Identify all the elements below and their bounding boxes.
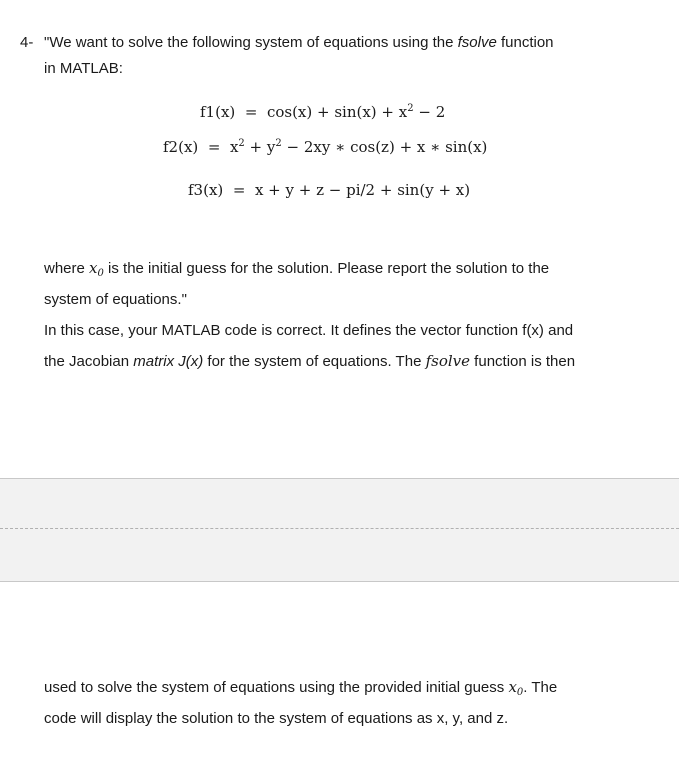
used-text-b: . The <box>523 679 558 696</box>
f1-exponent: 2 <box>407 103 414 114</box>
f2-rhs-a: x <box>229 138 239 156</box>
f2-rhs-b: + y <box>244 138 276 156</box>
f1-equals: = <box>244 103 258 121</box>
f1-rhs-b: − 2 <box>413 103 446 121</box>
page-break-dashed-line <box>0 528 679 529</box>
page-break-band <box>0 478 679 582</box>
case-text-b: for the system of equations. The <box>203 353 426 370</box>
question-intro <box>44 30 644 82</box>
f1-lhs: f1(x) <box>200 103 236 121</box>
f3-equals: = <box>232 181 246 199</box>
f2-exponent-1: 2 <box>238 138 245 149</box>
case-paragraph <box>44 315 644 377</box>
used-text-line2: code will display the solution to the system of equations as x, y, and z. <box>44 710 509 727</box>
where-text-a: where <box>44 260 90 277</box>
case-text-line1: In this case, your MATLAB code is correct. It defines the vector function f(x) and <box>44 322 574 339</box>
intro-text-line2: in MATLAB: <box>44 60 123 77</box>
where-text-b: is the initial guess for the solution. Please report the solution to the <box>103 260 550 277</box>
equation-f3 <box>188 181 470 199</box>
fsolve-term: fsolve <box>457 34 497 51</box>
question-number: 4- <box>20 34 34 51</box>
case-text-a: the Jacobian <box>44 353 134 370</box>
intro-text-b: function <box>496 34 554 51</box>
equation-f1 <box>200 103 445 121</box>
f1-rhs-a: cos(x) + sin(x) + x <box>266 103 408 121</box>
matrix-term: matrix J(x) <box>133 353 204 370</box>
f3-rhs: x + y + z − pi/2 + sin(y + x) <box>254 181 471 199</box>
where-text-line2: system of equations." <box>44 291 187 308</box>
used-paragraph <box>44 674 644 732</box>
equation-f2 <box>163 138 487 156</box>
f3-lhs: f3(x) <box>188 181 224 199</box>
x0-variable-2: $x_0$ <box>508 678 524 698</box>
f2-rhs-c: − 2xy ∗ cos(z) + x ∗ sin(x) <box>281 138 488 156</box>
where-paragraph <box>44 255 644 313</box>
f2-equals: = <box>207 138 221 156</box>
used-text-a: used to solve the system of equations using the provided initial guess <box>44 679 509 696</box>
f2-exponent-2: 2 <box>275 138 282 149</box>
case-text-c: function is then <box>470 353 576 370</box>
intro-text-a: "We want to solve the following system of equations using the <box>44 34 458 51</box>
fsolve-math-term: fsolve <box>425 352 471 370</box>
f2-lhs: f2(x) <box>163 138 199 156</box>
x0-variable: $x_0$ <box>89 259 104 279</box>
